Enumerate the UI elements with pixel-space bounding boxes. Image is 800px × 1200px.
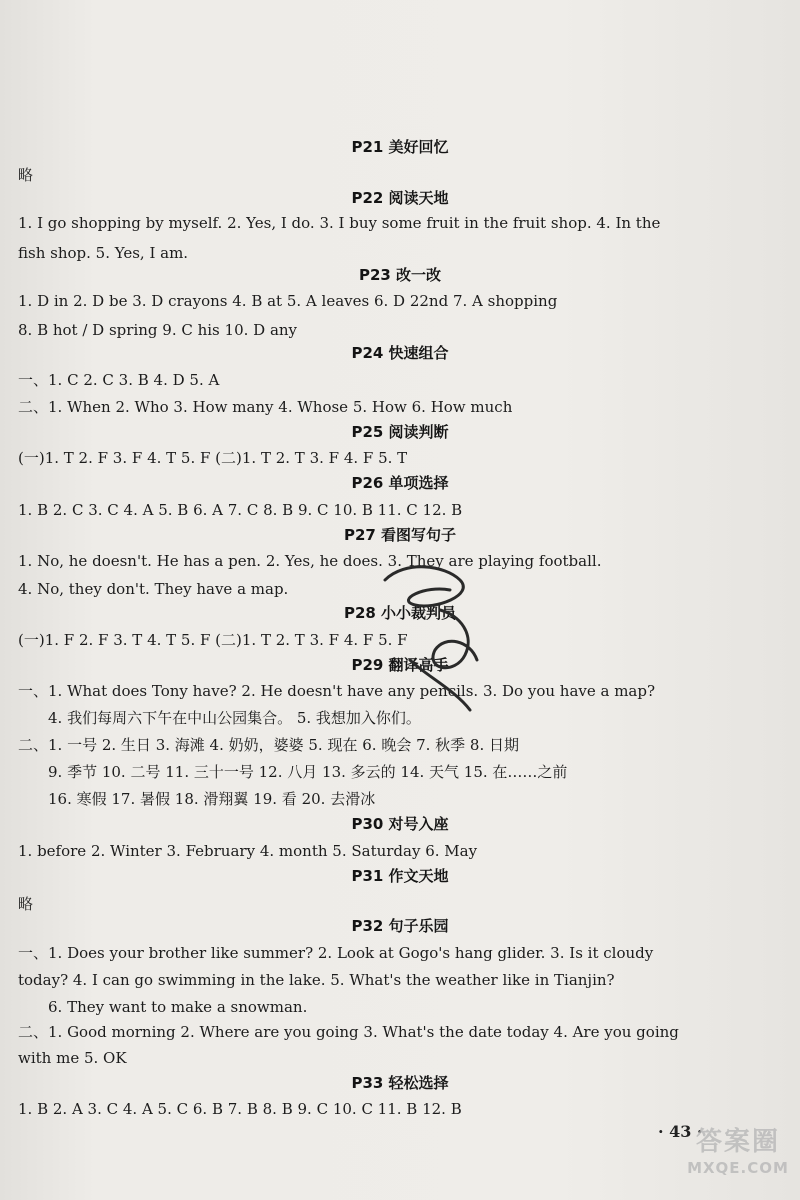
section-heading-p31: P31 作文天地 [351,867,449,885]
watermark-logo-text: 答案圈 [695,1127,780,1157]
section-heading-p25: P25 阅读判断 [351,423,449,441]
answer-line: 1. B 2. C 3. C 4. A 5. B 6. A 7. C 8. B 9. C 10. B 11. C 12. B [18,501,463,519]
section-heading-p28: P28 小小裁判员 [343,604,457,622]
section-heading-p24: P24 快速组合 [351,344,449,362]
answer-line: fish shop. 5. Yes, I am. [18,244,189,262]
section-heading-p27: P27 看图写句子 [343,526,457,544]
answer-line: 1. No, he doesn't. He has a pen. 2. Yes, he does. 3. They are playing football. [18,552,602,570]
answer-line: 1. D in 2. D be 3. D crayons 4. B at 5. A leaves 6. D 22nd 7. A shopping [18,292,558,310]
section-heading-p23: P23 改一改 [358,266,442,284]
answer-line: 9. 季节 10. 二号 11. 三十一号 12. 八月 13. 多云的 14. 天气 15. 在……之前 [48,763,568,781]
answer-line: 二、1. When 2. Who 3. How many 4. Whose 5. How 6. How much [18,398,513,416]
section-heading-p30: P30 对号入座 [351,815,449,833]
pen-scribble-mark [365,540,505,730]
answer-line: 略 [18,166,34,184]
section-heading-p21: P21 美好回忆 [351,138,449,156]
answer-line: 1. I go shopping by myself. 2. Yes, I do. 3. I buy some fruit in the fruit shop. 4. In the [18,214,661,232]
answer-line: 8. B hot / D spring 9. C his 10. D any [18,321,298,339]
section-heading-p29: P29 翻译高手 [351,656,449,674]
section-heading-p26: P26 单项选择 [351,474,449,492]
answer-line: (一)1. F 2. F 3. T 4. T 5. F (二)1. T 2. T 3. F 4. F 5. F [18,631,408,649]
section-heading-p32: P32 句子乐园 [351,917,449,935]
answer-line: (一)1. T 2. F 3. F 4. T 5. F (二)1. T 2. T 3. F 4. F 5. T [18,449,408,467]
page-number: · 43 · [658,1122,703,1141]
section-heading-p22: P22 阅读天地 [351,189,449,207]
answer-line: 4. 我们每周六下午在中山公园集合。 5. 我想加入你们。 [48,709,421,727]
section-heading-p33: P33 轻松选择 [351,1074,449,1092]
answer-line: 二、1. 一号 2. 生日 3. 海滩 4. 奶奶，婆婆 5. 现在 6. 晚会 7. 秋季 8. 日期 [18,736,520,754]
answer-line: 一、1. Does your brother like summer? 2. Look at Gogo's hang glider. 3. Is it cloudy [18,944,654,962]
answer-line: 16. 寒假 17. 暑假 18. 滑翔翼 19. 看 20. 去滑冰 [48,790,376,808]
answer-line: 6. They want to make a snowman. [48,998,308,1016]
site-watermark [682,1126,794,1196]
watermark-url: MXQE.COM [687,1159,789,1177]
answer-line: 略 [18,895,34,913]
answer-line: 4. No, they don't. They have a map. [18,580,289,598]
answer-line: 一、1. C 2. C 3. B 4. D 5. A [18,371,220,389]
answer-line: with me 5. OK [18,1049,127,1067]
answer-line: 二、1. Good morning 2. Where are you going 3. What's the date today 4. Are you going [18,1023,679,1041]
answer-line: today? 4. I can go swimming in the lake. 5. What's the weather like in Tianjin? [18,971,615,989]
answer-line: 1. B 2. A 3. C 4. A 5. C 6. B 7. B 8. B 9. C 10. C 11. B 12. B [18,1100,462,1118]
answer-line: 一、1. What does Tony have? 2. He doesn't have any pencils. 3. Do you have a map? [18,682,656,700]
answer-line: 1. before 2. Winter 3. February 4. month 5. Saturday 6. May [18,842,478,860]
